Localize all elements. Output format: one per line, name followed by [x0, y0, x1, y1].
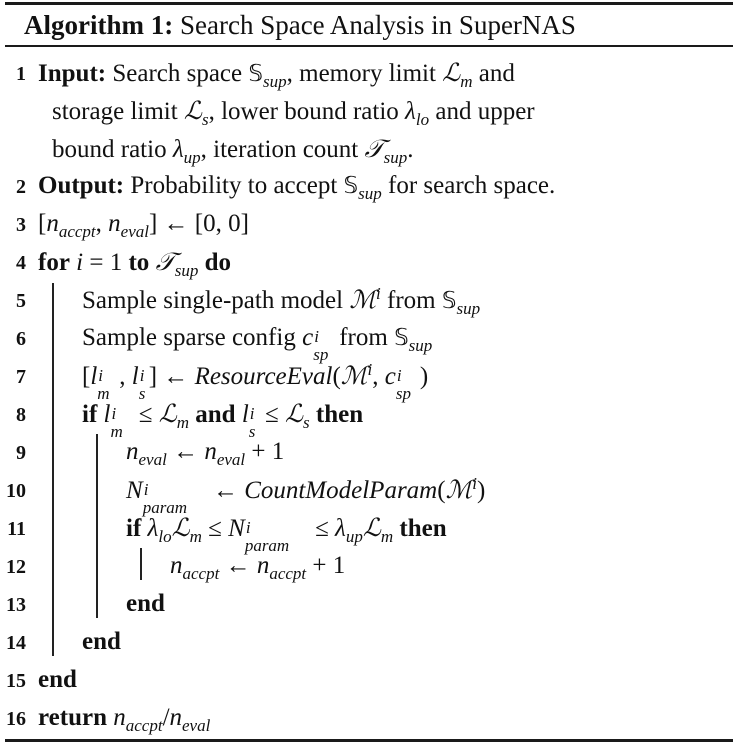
- line-number: 16: [6, 708, 26, 730]
- input-text-d: storage limit: [52, 98, 178, 125]
- end-if-inner: end: [126, 590, 165, 617]
- line-number: 7: [16, 366, 26, 388]
- if-block-bar: [96, 434, 98, 618]
- return-keyword: return: [38, 704, 107, 731]
- input-text-g: bound ratio: [52, 136, 167, 163]
- if-resource-line: if l i m ≤ ℒ$_m$ and l i s ≤ ℒ$_s$ then: [82, 399, 364, 441]
- sample-model-text: Sample single-path model: [82, 287, 344, 314]
- line-number: 13: [6, 594, 26, 616]
- then-keyword: then: [315, 401, 364, 428]
- if-keyword: if: [82, 401, 98, 428]
- line-number: 11: [7, 518, 26, 540]
- line-number: 14: [6, 632, 26, 654]
- init-line: [$n_{accpt}$, $n_{eval}$] ← [0, 0]: [38, 210, 249, 241]
- input-text-h: , iteration count: [200, 136, 359, 163]
- caption-rule: [5, 45, 733, 47]
- input-text-f: and upper: [435, 98, 535, 125]
- to-keyword: to: [128, 249, 150, 276]
- output-text-b: for search space.: [388, 172, 556, 199]
- input-keyword: Input:: [38, 60, 107, 87]
- input-line-2: storage limit ℒ$_s$, lower bound ratio $\lambda_{lo}$ and upper: [52, 96, 535, 129]
- line-number: 5: [16, 290, 26, 312]
- end-for: end: [38, 666, 77, 693]
- accept-increment-line: $n_{accpt}$ ← $n_{accpt} + 1$: [170, 552, 346, 583]
- sample-sparse-text: Sample sparse config: [82, 324, 296, 351]
- line-number: 3: [16, 214, 26, 236]
- line-number: 4: [16, 252, 26, 274]
- line-number: 1: [16, 63, 26, 85]
- output-line: Output: Probability to accept 𝕊$_{sup}$ for search space.: [38, 172, 556, 203]
- resource-eval-line: [l i m , l i s ] ← ResourceEval(ℳ$^i$, c i sp ): [82, 360, 429, 403]
- input-line: Input: Search space 𝕊$_{sup}$, memory limit ℒ$_m$ and: [38, 58, 515, 91]
- top-rule: [5, 2, 733, 5]
- line-number: 8: [16, 404, 26, 426]
- inner-if-block-bar: [140, 548, 142, 580]
- input-line-3: bound ratio $\lambda_{up}$, iteration count 𝒯$_{sup}$.: [52, 134, 414, 167]
- sample-model-line: Sample single-path model ℳ$^i$ from 𝕊$_{sup}$: [82, 284, 481, 318]
- line-number: 10: [6, 480, 26, 502]
- eval-increment-line: $n_{eval}$ ← $n_{eval} + 1$: [126, 438, 285, 469]
- from-text-2: from: [339, 324, 388, 351]
- then-keyword: then: [399, 515, 447, 542]
- count-param-line: N i param ← CountModelParam(ℳ$^i$): [126, 474, 486, 517]
- input-text-b: , memory limit: [286, 60, 436, 87]
- do-keyword: do: [204, 249, 231, 276]
- output-text-a: Probability to accept: [130, 172, 338, 199]
- if-param-line: if $\lambda_{lo}ℒ_m \le N$ i param ≤ $\lambda_{up}ℒ_m$ then: [126, 513, 447, 555]
- output-keyword: Output:: [38, 172, 125, 199]
- line-number: 9: [16, 442, 26, 464]
- sample-sparse-line: Sample sparse config c i sp from 𝕊$_{sup}$: [82, 324, 433, 364]
- return-line: return $n_{accpt}/n_{eval}$: [38, 704, 211, 735]
- algorithm-label: Algorithm 1:: [24, 10, 174, 40]
- line-number: 6: [16, 328, 26, 350]
- input-text-c: and: [478, 60, 515, 87]
- algorithm-title: Search Space Analysis in SuperNAS: [179, 10, 576, 40]
- input-text-a: Search space: [112, 60, 243, 87]
- for-line: for i = 1 to 𝒯$_{sup}$ do: [38, 247, 231, 280]
- end-if-outer: end: [82, 628, 121, 655]
- from-text: from: [387, 287, 436, 314]
- and-keyword: and: [195, 401, 236, 428]
- if-keyword: if: [126, 515, 142, 542]
- for-block-bar: [52, 283, 54, 656]
- line-number: 2: [16, 176, 26, 198]
- bottom-rule: [5, 739, 733, 742]
- line-number: 15: [6, 670, 26, 692]
- algorithm-caption: [24, 6, 576, 44]
- line-number: 12: [6, 556, 26, 578]
- input-text-e: , lower bound ratio: [208, 98, 399, 125]
- resource-eval-fn: ResourceEval: [194, 363, 333, 390]
- count-param-fn: CountModelParam: [244, 477, 438, 504]
- for-keyword: for: [38, 249, 70, 276]
